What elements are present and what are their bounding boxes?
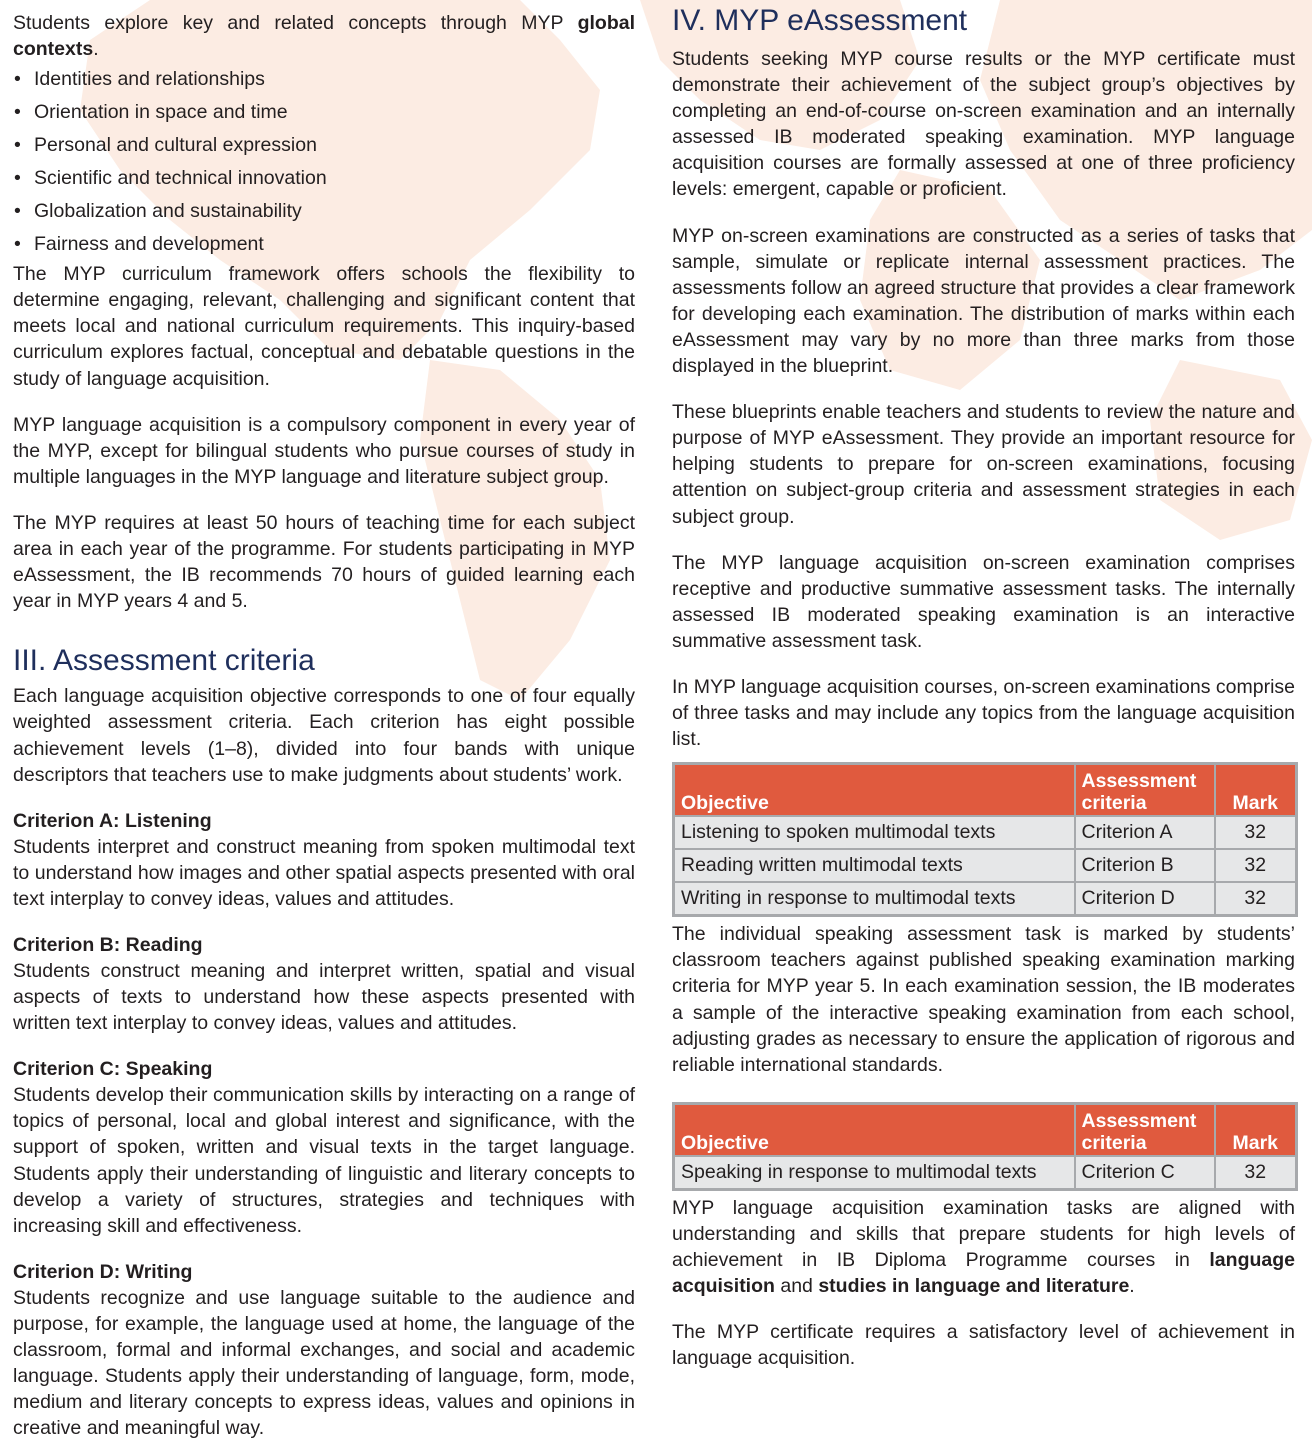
assessment-criteria-intro: Each language acquisition objective corresponds to one of four equally weighted assessment criteria. Each criterion has eight possible achievement levels (1–8), divided into four bands with unique descriptors that teachers use to make judgments about students’ work.	[13, 685, 635, 786]
criteria-header: Assessment criteria	[1075, 1103, 1215, 1156]
criteria-header: Assessment criteria	[1075, 764, 1215, 817]
criterion-text: Students develop their communication skills by interacting on a range of topics of personal, local and global interest and significance, with the support of spoken, written and visual texts in the target language. Students apply their understanding of linguistic and literary concepts to develop a variety of structures, strategies and techniques with increasing skill and effectiveness.	[13, 1084, 635, 1237]
language-acquisition-term: language acquisition	[672, 1249, 1295, 1298]
objective-header: Objective	[674, 1103, 1075, 1156]
hours-paragraph: The MYP requires at least 50 hours of teaching time for each subject area in each year of the programme. For students participating in MYP eAssessment, the IB recommends 70 hours of guided learning each year in MYP years 4 and 5.	[13, 511, 635, 613]
criterion-cell: Criterion D	[1075, 882, 1215, 916]
mark-cell: 32	[1215, 849, 1297, 882]
global-contexts-term: global contexts	[13, 12, 635, 61]
global-contexts-intro: Students explore key and related concepts through MYP global contexts.	[13, 12, 635, 61]
objective-cell: Listening to spoken multimodal texts	[674, 816, 1075, 849]
speaking-paragraph: The individual speaking assessment task is marked by students’ classroom teachers against published speaking examination marking criteria for MYP year 5. In each examination session, the IB moderates a sample of the interactive speaking examination from each school, adjusting grades as necessary to ensure the application of rigorous and reliable international standards.	[672, 923, 1295, 1076]
list-item: • Globalization and sustainability	[13, 195, 635, 228]
speaking-exam-table	[672, 1102, 1298, 1191]
mark-cell: 32	[1215, 882, 1297, 916]
mark-cell: 32	[1215, 1156, 1297, 1190]
table-row	[674, 816, 1297, 849]
tasks-paragraph: In MYP language acquisition courses, on-screen examinations comprise of three tasks and may include any topics from the language acquisition list.	[672, 675, 1295, 751]
list-item: • Identities and relationships	[13, 63, 635, 96]
section-title-assessment-criteria: III. Assessment criteria	[13, 644, 315, 678]
aligned-paragraph: MYP language acquisition examination tasks are aligned with understanding and skills that prepare students for high levels of achievement in IB Diploma Programme courses in language acquisition and studies in language and literature.	[672, 1196, 1295, 1298]
results-paragraph: Students seeking MYP course results or the MYP certificate must demonstrate their achievement of the subject group’s objectives by completing an end-of-course on-screen examination and an internally assessed IB moderated speaking examination. MYP language acquisition courses are formally assessed at one of three proficiency levels: emergent, capable or proficient.	[672, 48, 1295, 201]
framework-paragraph: The MYP curriculum framework offers schools the flexibility to determine engaging, relevant, challenging and significant content that meets local and national curriculum requirements. This inquiry-based curriculum explores factual, conceptual and debatable questions in the study of language acquisition.	[13, 263, 635, 390]
mark-cell: 32	[1215, 816, 1297, 849]
criterion-heading: Criterion C: Speaking	[13, 1058, 213, 1081]
criterion-c	[13, 1056, 635, 1239]
objective-cell: Writing in response to multimodal texts	[674, 882, 1075, 916]
right-column	[672, 0, 1295, 1371]
certificate-paragraph: The MYP certificate requires a satisfactory level of achievement in language acquisition.	[672, 1321, 1295, 1370]
criterion-text: Students recognize and use language suitable to the audience and purpose, for example, the language used at home, the language of the classroom, formal and informal exchanges, and social and academic language. Students apply their understanding of language, form, mode, medium and literary concepts to express ideas, values and opinions in creative and meaningful way.	[13, 1286, 635, 1440]
blueprints-paragraph: These blueprints enable teachers and students to review the nature and purpose of MYP eAssessment. They provide an important resource for helping students to prepare for on-screen examinations, focusing attention on subject-group criteria and assessment strategies in each subject group.	[672, 401, 1295, 528]
criterion-d	[13, 1259, 635, 1441]
criterion-b	[13, 932, 635, 1036]
list-item: • Scientific and technical innovation	[13, 162, 635, 195]
exams-paragraph: MYP on-screen examinations are constructed as a series of tasks that sample, simulate or replicate internal assessment practices. The assessments follow an agreed structure that provides a clear framework for developing each examination. The distribution of marks within each eAssessment may vary by no more than three marks from those displayed in the blueprint.	[672, 224, 1295, 378]
mark-header: Mark	[1215, 1103, 1297, 1156]
table-header-row	[674, 1103, 1297, 1156]
comprises-paragraph: The MYP language acquisition on-screen examination comprises receptive and productive summative assessment tasks. The internally assessed IB moderated speaking examination is an interactive summative assessment task.	[672, 551, 1295, 652]
criterion-a	[13, 808, 635, 912]
table-row	[674, 849, 1297, 882]
list-item: • Fairness and development	[13, 228, 635, 261]
criterion-heading: Criterion B: Reading	[13, 933, 203, 956]
objective-cell: Reading written multimodal texts	[674, 849, 1075, 882]
mark-header: Mark	[1215, 764, 1297, 817]
table-header-row	[674, 764, 1297, 817]
compulsory-paragraph: MYP language acquisition is a compulsory component in every year of the MYP, except for bilingual students who pursue courses of study in multiple languages in the MYP language and literature subject group.	[13, 413, 635, 488]
criterion-cell: Criterion C	[1075, 1156, 1215, 1190]
criterion-cell: Criterion B	[1075, 849, 1215, 882]
criterion-cell: Criterion A	[1075, 816, 1215, 849]
objective-cell: Speaking in response to multimodal texts	[674, 1156, 1075, 1190]
studies-language-literature-term: studies in language and literature	[818, 1275, 1130, 1298]
criterion-heading: Criterion A: Listening	[13, 809, 212, 832]
global-contexts-list	[13, 63, 635, 261]
criterion-text: Students construct meaning and interpret written, spatial and visual aspects of texts to understand how these aspects presented with written text interplay to convey ideas, values and attitudes.	[13, 959, 635, 1035]
table-row	[674, 882, 1297, 916]
left-column	[13, 0, 635, 1441]
section-title-eassessment: IV. MYP eAssessment	[672, 4, 968, 37]
criterion-heading: Criterion D: Writing	[13, 1260, 193, 1283]
table-row	[674, 1156, 1297, 1190]
list-item: • Orientation in space and time	[13, 96, 635, 129]
criterion-text: Students interpret and construct meaning from spoken multimodal text to understand how images and other spatial aspects presented with oral text interplay to convey ideas, values and attitudes.	[13, 835, 635, 910]
objective-header: Objective	[674, 764, 1075, 817]
onscreen-exam-table	[672, 762, 1298, 917]
list-item: • Personal and cultural expression	[13, 129, 635, 162]
